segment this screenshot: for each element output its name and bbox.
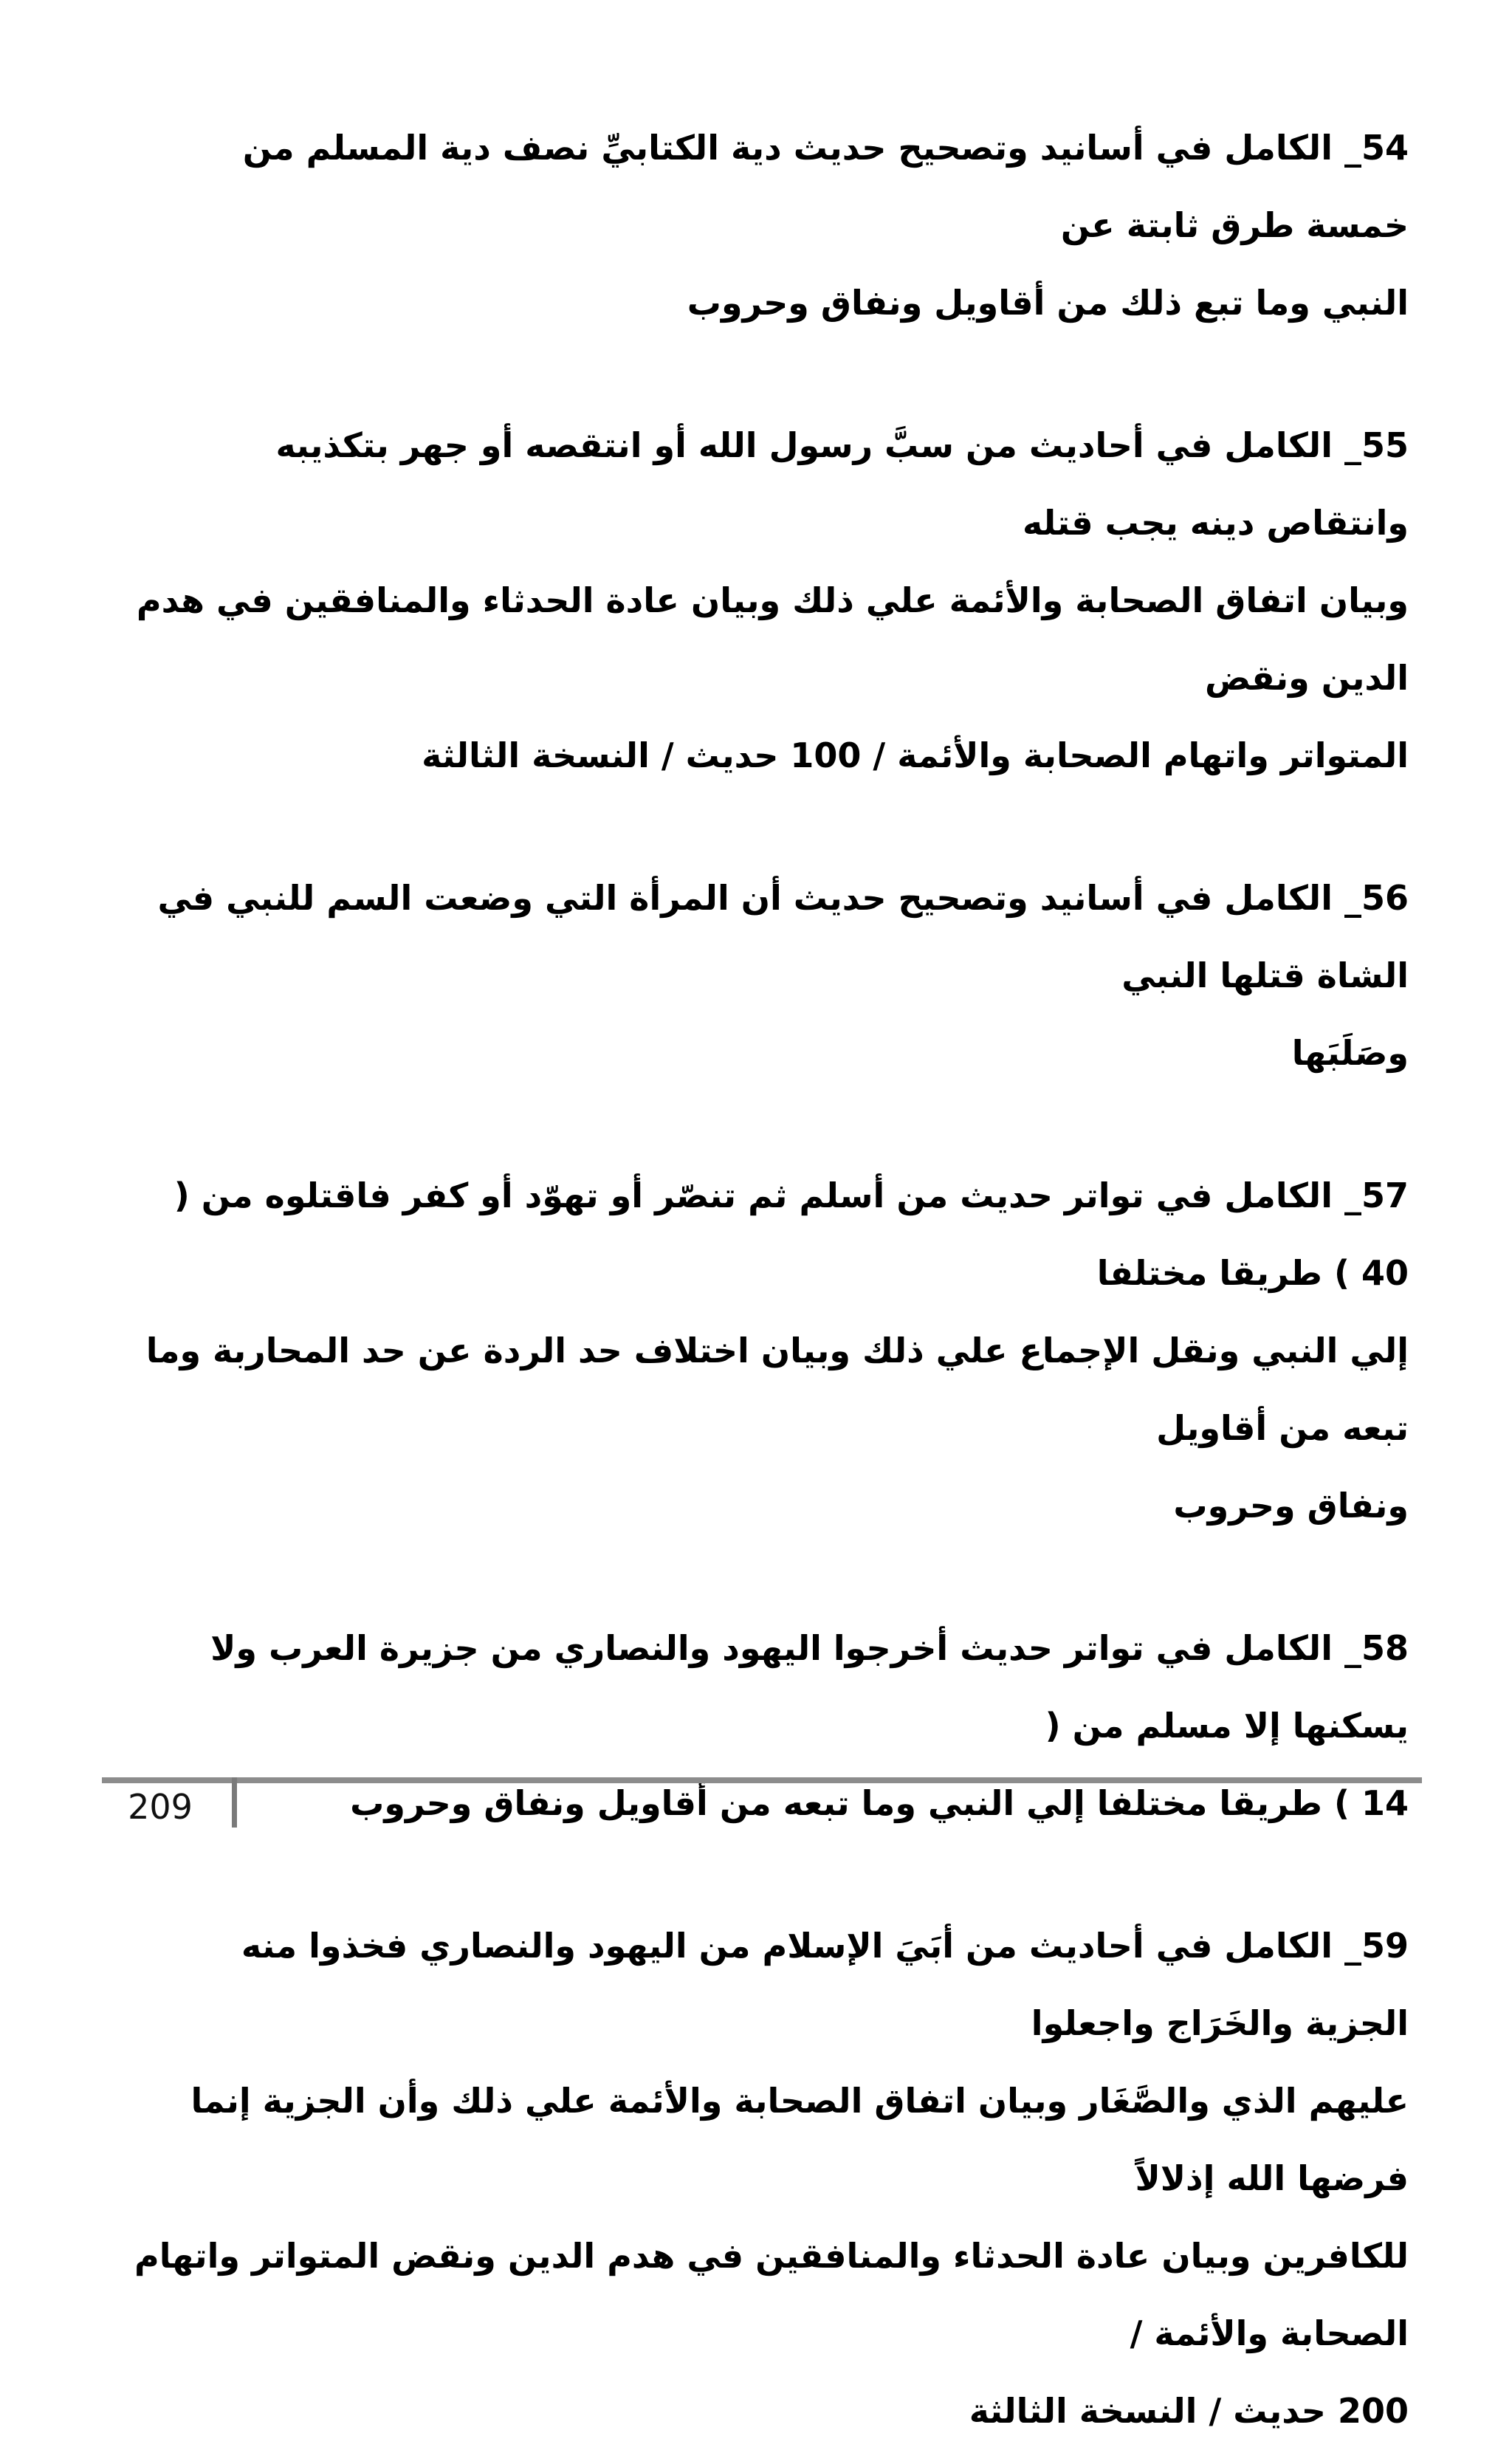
book-entry-55: 55_ الكامل في أحاديث من سبَّ رسول الله أو انتقصه أو جهر بتكذيبه وانتقاص دينه يجب قتله وبيان اتفاق الصحابة والأئمة علي ذلك وبيان عادة الحدثاء والمنافقين في هدم الدين ونقض المتواتر واتهام الصحابة والأئمة / 100 حديث / النسخة الثالثة [136,425,1409,775]
book-entry-59: 59_ الكامل في أحاديث من أبَيَ الإسلام من اليهود والنصاري فخذوا منه الجزية والخَرَاج واجعلوا عليهم الذي والصَّغَار وبيان اتفاق الصحابة والأئمة علي ذلك وأن الجزية إنما فرضها الله إذلالاً للكافرين وبيان عادة الحدثاء والمنافقين في هدم الدين ونقض المتواتر واتهام الصحابة والأئمة / 200 حديث / النسخة الثالثة [134,1926,1409,2431]
book-list [133,109,1409,2450]
book-entry-54: 54_ الكامل في أسانيد وتصحيح حديث دية الكتابيِّ نصف دية المسلم من خمسة طرق ثابتة عن النبي وما تبع ذلك من أقاويل ونفاق وحروب [242,128,1409,323]
page-number: 209 [128,1787,193,1827]
book-entry-58: 58_ الكامل في تواتر حديث أخرجوا اليهود والنصاري من جزيرة العرب ولا يسكنها إلا مسلم من ( 14 ) طريقا مختلفا إلي النبي وما تبعه من أقاويل ونفاق وحروب [210,1628,1409,1823]
book-entry-56: 56_ الكامل في أسانيد وتصحيح حديث أن المرأة التي وضعت السم للنبي في الشاة قتلها النبي وصَلَبَها [157,878,1409,1073]
footer-divider-tick [232,1777,237,1828]
footer-rule [102,1777,1422,1783]
book-entry-57: 57_ الكامل في تواتر حديث من أسلم ثم تنصّر أو تهوّد أو كفر فاقتلوه من ( 40 ) طريقا مختلفا إلي النبي ونقل الإجماع علي ذلك وبيان اختلاف حد الردة عن حد المحاربة وما تبعه من أقاويل ونفاق وحروب [145,1176,1409,1526]
